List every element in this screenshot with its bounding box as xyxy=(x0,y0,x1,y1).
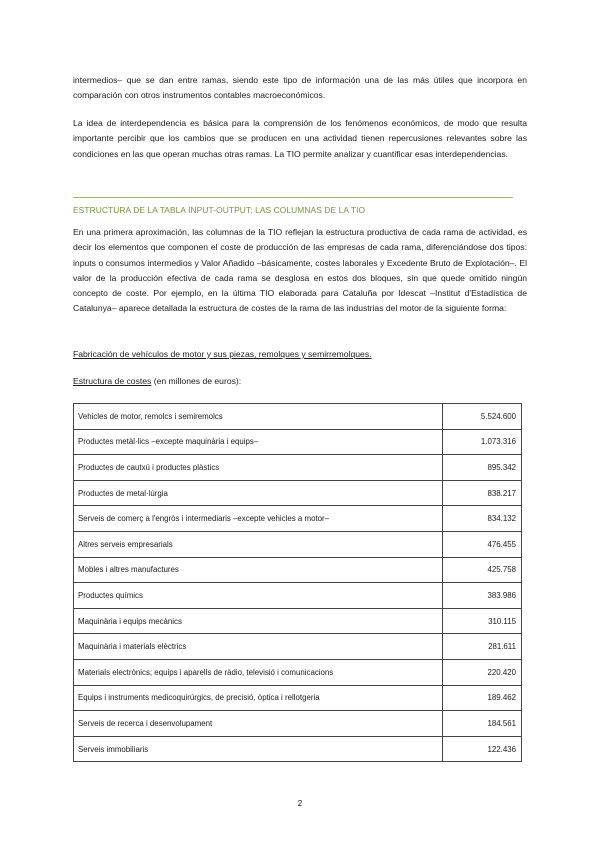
table-row xyxy=(74,429,522,455)
cost-item-value: 310.115 xyxy=(443,608,522,634)
cost-item-value: 5.524.600 xyxy=(443,404,522,430)
cost-structure-units: (en millones de euros): xyxy=(151,376,242,386)
table-row xyxy=(74,506,522,532)
cost-item-value: 834.132 xyxy=(443,506,522,532)
cost-item-value: 838.217 xyxy=(443,480,522,506)
table-row xyxy=(74,480,522,506)
cost-item-label: Productes de cautxú i productes plàstics xyxy=(74,455,443,481)
section-divider xyxy=(73,197,513,198)
table-row xyxy=(74,608,522,634)
cost-item-value: 184.561 xyxy=(443,711,522,737)
cost-item-value: 425.758 xyxy=(443,557,522,583)
cost-item-label: Equips i instruments medicoquirúrgics, de precisió, òptica i rellotgeria xyxy=(74,685,443,711)
table-row xyxy=(74,557,522,583)
cost-item-label: Serveis de recerca i desenvolupament xyxy=(74,711,443,737)
paragraph-columns: En una primera aproximación, las columnas de la TIO reflejan la estructura productiva de cada rama de actividad, es decir los elementos que componen el coste de producción de las empresas de cada rama, diferenciándose dos tipos: inputs o consumos intermedios y Valor Añadido –básicamente, costes laborales y Excedente Bruto de Explotación–. El valor de la producción efectiva de cada rama se desglosa en estos dos bloques, sin que quede omitido ningún concepto de coste. Por ejemplo, en la última TIO elaborada para Cataluña por Idescat –Institut d'Estadística de Catalunya– aparece detallada la estructura de costes de la rama de las industrias del motor de la siguiente forma: xyxy=(73,227,527,314)
cost-structure-label xyxy=(73,376,241,386)
cost-item-label: Maquinària i equips mecànics xyxy=(74,608,443,634)
table-row xyxy=(74,404,522,430)
industry-subtitle-end: . xyxy=(369,349,372,359)
cost-item-label: Maquinària i materials elèctrics xyxy=(74,634,443,660)
industry-subtitle xyxy=(73,349,372,359)
cost-item-label: Mobles i altres manufactures xyxy=(74,557,443,583)
cost-item-label: Materials electrònics; equips i aparells de ràdio, televisió i comunicacions xyxy=(74,659,443,685)
table-row xyxy=(74,736,522,762)
cost-item-label: Vehicles de motor, remolcs i semiremolcs xyxy=(74,404,443,430)
cost-item-label: Productes de metal·lúrgia xyxy=(74,480,443,506)
paragraph-intro: intermedios– que se dan entre ramas, siendo este tipo de información una de las más útiles que incorpora en comparación con otros instrumentos contables macroeconómicos. xyxy=(73,75,527,101)
paragraph-interdependence: La idea de interdependencia es básica para la comprensión de los fenómenos económicos, de modo que resulta importante percibir que los cambios que se producen en una actividad tienen repercusiones relevantes sobre las condiciones en las que operan muchas otras ramas. La TIO permite analizar y cuantificar esas interdependencias. xyxy=(73,118,527,159)
cost-item-value: 281.611 xyxy=(443,634,522,660)
industry-subtitle-text: Fabricación de vehículos de motor y sus piezas, remolques y semirremolques xyxy=(73,349,370,359)
cost-item-label: Serveis de comerç a l'engròs i intermediaris –excepte vehicles a motor– xyxy=(74,506,443,532)
table-row xyxy=(74,455,522,481)
cost-structure-title: Estructura de costes xyxy=(73,376,152,386)
table-row xyxy=(74,634,522,660)
cost-item-value: 122.436 xyxy=(443,736,522,762)
cost-item-value: 476.455 xyxy=(443,531,522,557)
table-row xyxy=(74,531,522,557)
table-row xyxy=(74,685,522,711)
cost-item-label: Productes químics xyxy=(74,583,443,609)
section-heading: ESTRUCTURA DE LA TABLA INPUT-OUTPUT: LAS COLUMNAS DE LA TIO xyxy=(73,205,366,215)
cost-item-value: 220.420 xyxy=(443,659,522,685)
page-number: 2 xyxy=(297,798,303,808)
cost-item-label: Productes metàl·lics –excepte maquinària i equips– xyxy=(74,429,443,455)
table-row xyxy=(74,711,522,737)
table-row xyxy=(74,583,522,609)
cost-structure-table xyxy=(73,403,522,762)
cost-item-value: 383.986 xyxy=(443,583,522,609)
cost-item-value: 1.073.316 xyxy=(443,429,522,455)
table-row xyxy=(74,659,522,685)
cost-item-label: Serveis immobiliaris xyxy=(74,736,443,762)
cost-item-value: 895.342 xyxy=(443,455,522,481)
cost-item-label: Altres serveis empresarials xyxy=(74,531,443,557)
cost-item-value: 189.462 xyxy=(443,685,522,711)
